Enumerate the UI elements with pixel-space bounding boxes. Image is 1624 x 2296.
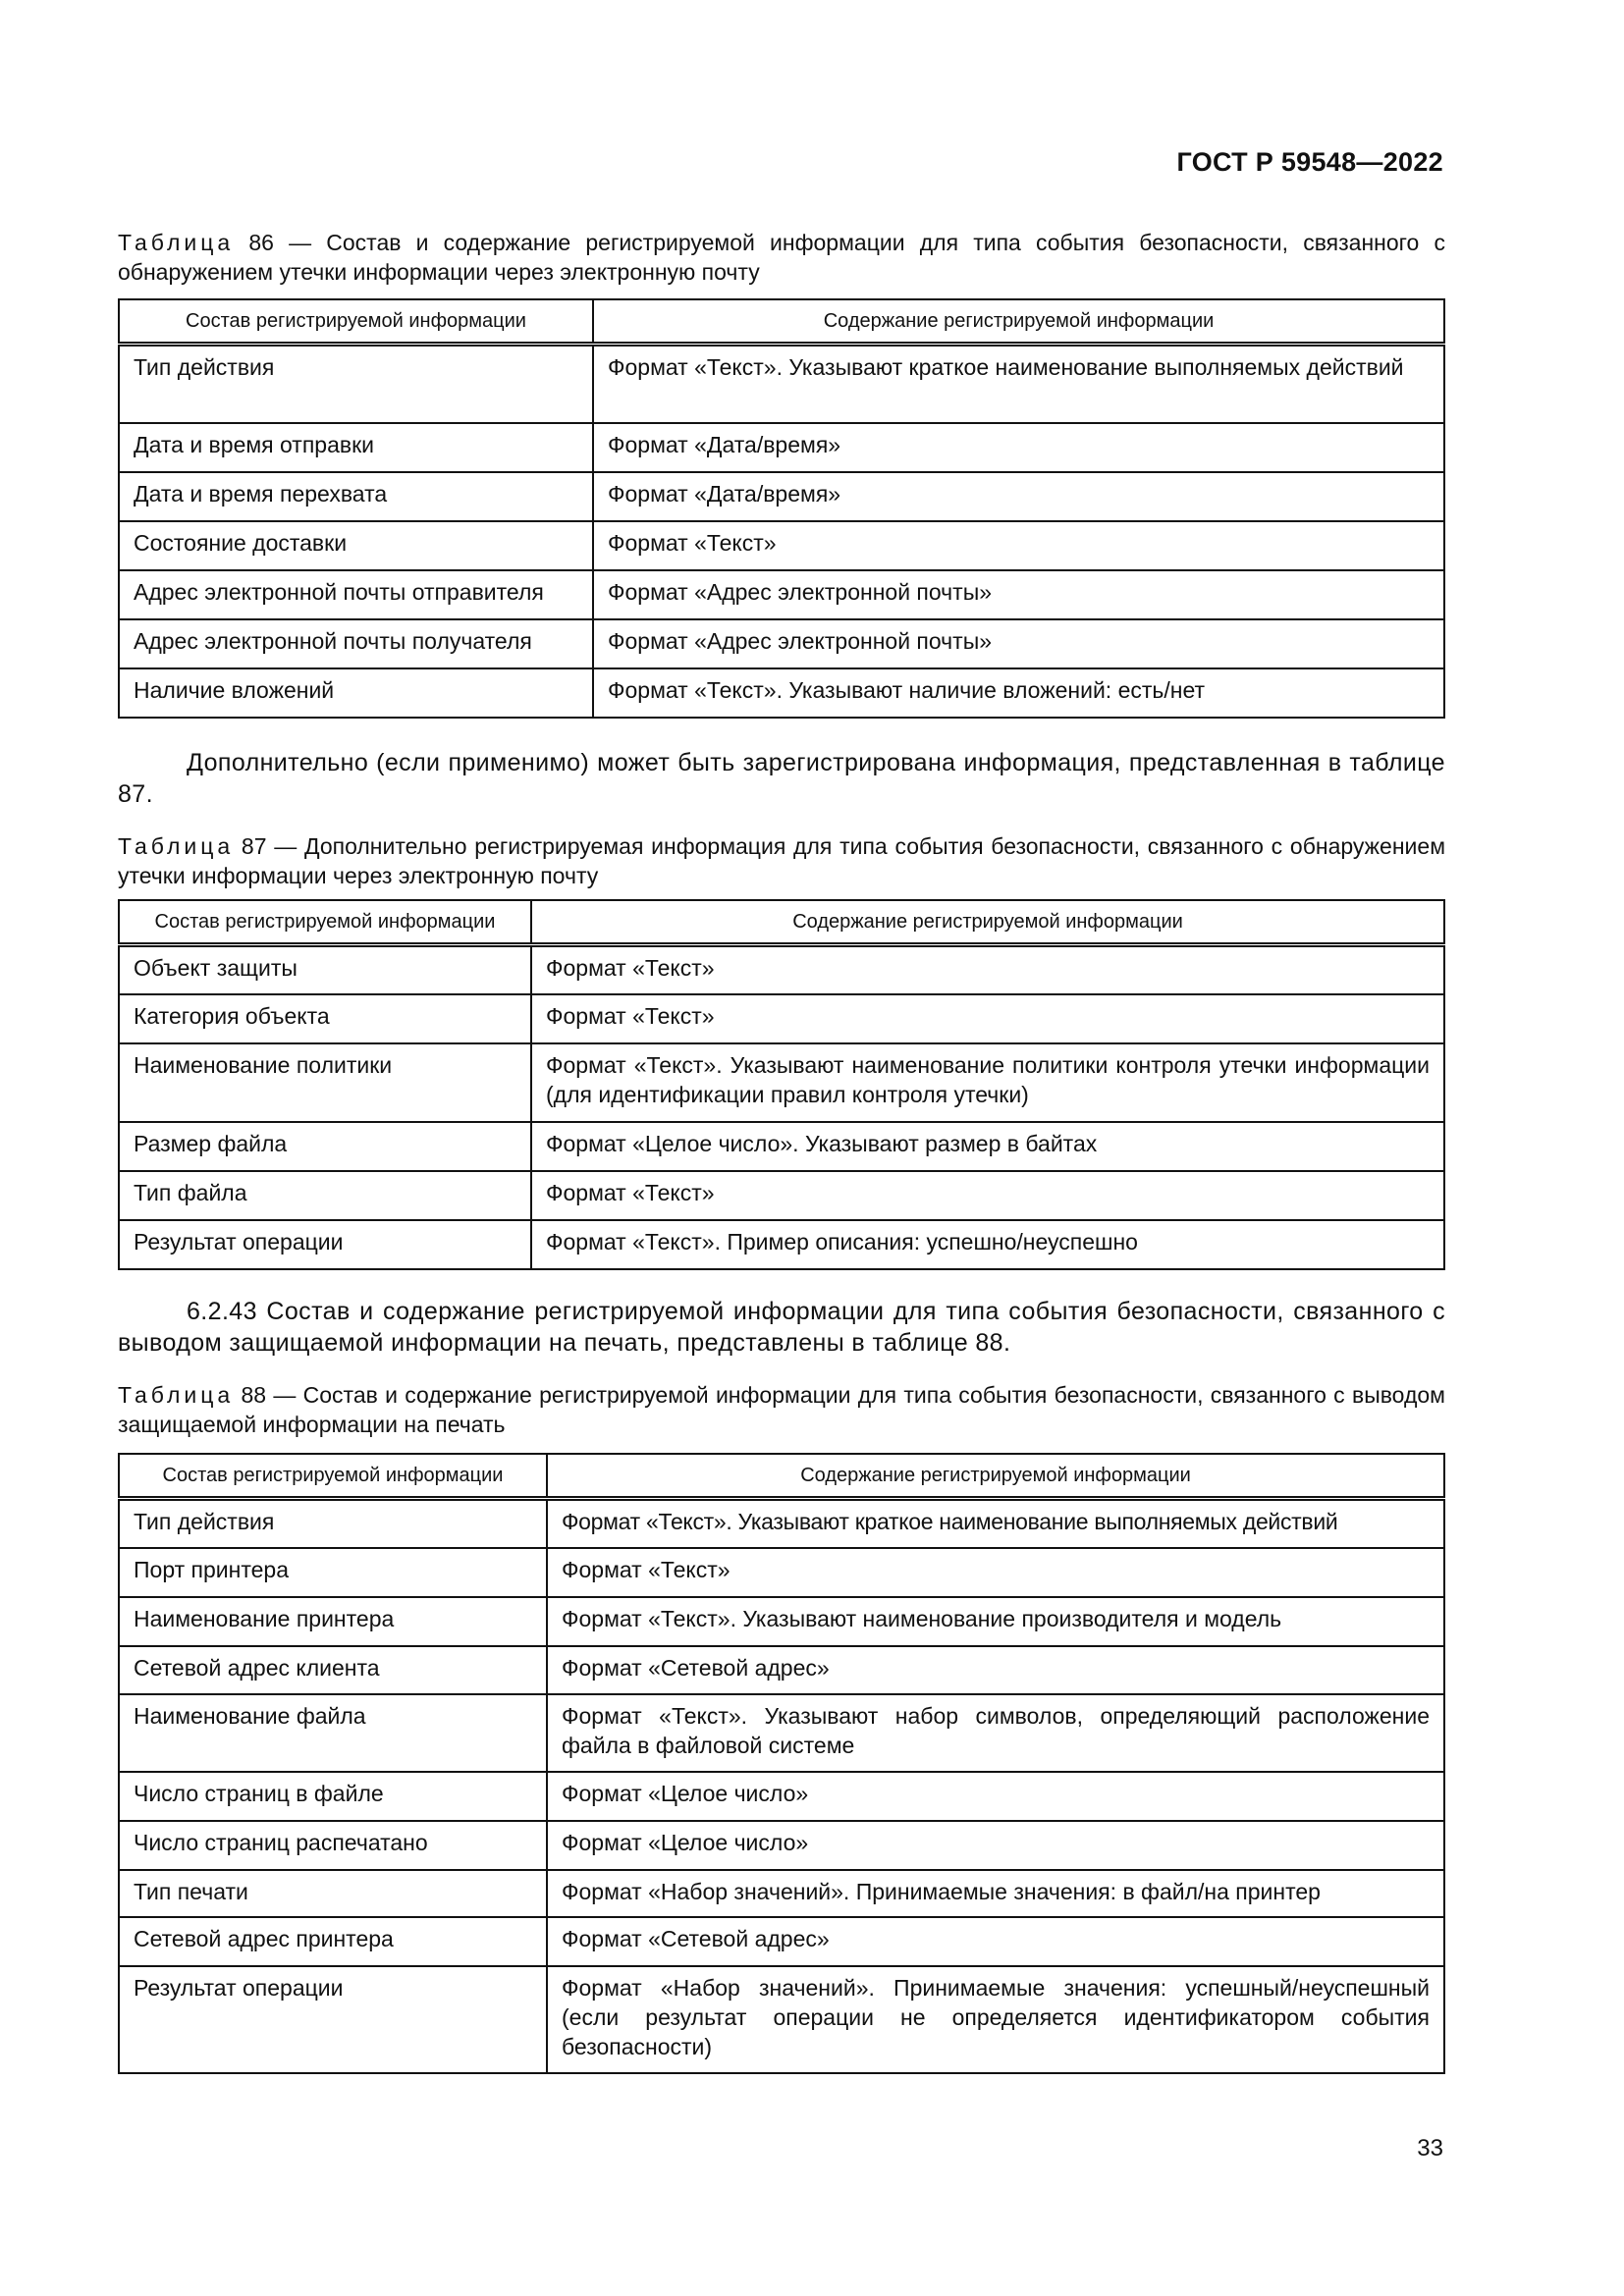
caption-text: 86 — Состав и содержание регистрируемой информации для типа события безопасности, связанного с обнаружением утечки информации через электронную почту	[118, 230, 1445, 285]
paragraph-text: Дополнительно (если применимо) может быть зарегистрирована информация, представленная в таблице 87.	[118, 749, 1445, 808]
table-87	[118, 899, 1445, 1270]
table-row	[119, 945, 1444, 994]
cell-field: Число страниц в файле	[119, 1772, 547, 1821]
column-header-composition: Состав регистрируемой информации	[119, 1454, 547, 1499]
cell-field: Тип печати	[119, 1870, 547, 1917]
cell-format: Формат «Текст». Пример описания: успешно/неуспешно	[531, 1220, 1444, 1269]
cell-format: Формат «Целое число». Указывают размер в байтах	[531, 1122, 1444, 1171]
table-row	[119, 1870, 1444, 1917]
cell-field: Результат операции	[119, 1966, 547, 2073]
paragraph-section-6-2-43	[118, 1296, 1445, 1359]
table-row	[119, 619, 1444, 668]
page-number: 33	[1417, 2135, 1443, 2162]
table-row	[119, 1772, 1444, 1821]
cell-field: Порт принтера	[119, 1548, 547, 1597]
cell-field: Наименование политики	[119, 1043, 531, 1122]
cell-field: Тип действия	[119, 345, 593, 423]
cell-field: Число страниц распечатано	[119, 1821, 547, 1870]
cell-format: Формат «Сетевой адрес»	[547, 1917, 1444, 1966]
cell-format: Формат «Текст»	[531, 994, 1444, 1043]
table-row	[119, 994, 1444, 1043]
cell-field: Дата и время перехвата	[119, 472, 593, 521]
cell-field: Тип действия	[119, 1499, 547, 1548]
caption-text: 88 — Состав и содержание регистрируемой информации для типа события безопасности, связанного с выводом защищаемой информации на печать	[118, 1382, 1445, 1437]
table-row	[119, 570, 1444, 619]
column-header-content: Содержание регистрируемой информации	[531, 900, 1444, 945]
cell-format: Формат «Текст». Указывают набор символов, определяющий расположение файла в файловой системе	[547, 1694, 1444, 1772]
cell-field: Размер файла	[119, 1122, 531, 1171]
caption-text: 87 — Дополнительно регистрируемая информация для типа события безопасности, связанного с обнаружением утечки информации через электронную почту	[118, 833, 1445, 888]
table-row	[119, 521, 1444, 570]
table-86	[118, 298, 1445, 719]
cell-format: Формат «Адрес электронной почты»	[593, 570, 1444, 619]
column-header-composition: Состав регистрируемой информации	[119, 299, 593, 345]
cell-field: Категория объекта	[119, 994, 531, 1043]
table-row	[119, 345, 1444, 423]
table-86-caption	[118, 228, 1445, 287]
table-row	[119, 1917, 1444, 1966]
table-row	[119, 1694, 1444, 1772]
table-row	[119, 1548, 1444, 1597]
caption-label: Таблица	[118, 1382, 235, 1408]
table-row	[119, 1597, 1444, 1646]
table-row	[119, 423, 1444, 472]
cell-format: Формат «Текст». Указывают краткое наименование выполняемых действий	[547, 1499, 1444, 1548]
cell-field: Объект защиты	[119, 945, 531, 994]
table-row	[119, 1499, 1444, 1548]
cell-format: Формат «Текст»	[593, 521, 1444, 570]
cell-field: Сетевой адрес клиента	[119, 1646, 547, 1694]
table-88-caption	[118, 1380, 1445, 1439]
cell-format: Формат «Набор значений». Принимаемые значения: в файл/на принтер	[547, 1870, 1444, 1917]
table-row	[119, 1122, 1444, 1171]
column-header-content: Содержание регистрируемой информации	[547, 1454, 1444, 1499]
table-row	[119, 1171, 1444, 1220]
paragraph-additional-info	[118, 747, 1445, 810]
cell-format: Формат «Текст»	[531, 945, 1444, 994]
table-88	[118, 1453, 1445, 2074]
cell-field: Результат операции	[119, 1220, 531, 1269]
cell-format: Формат «Сетевой адрес»	[547, 1646, 1444, 1694]
cell-format: Формат «Целое число»	[547, 1772, 1444, 1821]
cell-field: Наименование файла	[119, 1694, 547, 1772]
table-row	[119, 472, 1444, 521]
table-row	[119, 1646, 1444, 1694]
cell-format: Формат «Набор значений». Принимаемые значения: успешный/неуспешный (если результат операции не определяется идентификатором события безопасности)	[547, 1966, 1444, 2073]
cell-field: Дата и время отправки	[119, 423, 593, 472]
column-header-composition: Состав регистрируемой информации	[119, 900, 531, 945]
cell-format: Формат «Текст»	[547, 1548, 1444, 1597]
cell-field: Состояние доставки	[119, 521, 593, 570]
table-87-caption	[118, 831, 1445, 890]
cell-format: Формат «Текст». Указывают наличие вложений: есть/нет	[593, 668, 1444, 718]
cell-field: Адрес электронной почты отправителя	[119, 570, 593, 619]
caption-label: Таблица	[118, 230, 235, 255]
cell-format: Формат «Текст». Указывают наименование производителя и модель	[547, 1597, 1444, 1646]
cell-format: Формат «Целое число»	[547, 1821, 1444, 1870]
cell-field: Сетевой адрес принтера	[119, 1917, 547, 1966]
cell-field: Наименование принтера	[119, 1597, 547, 1646]
caption-label: Таблица	[118, 833, 235, 859]
cell-format: Формат «Дата/время»	[593, 472, 1444, 521]
cell-field: Тип файла	[119, 1171, 531, 1220]
paragraph-text: 6.2.43 Состав и содержание регистрируемой информации для типа события безопасности, связанного с выводом защищаемой информации на печать, представлены в таблице 88.	[118, 1298, 1445, 1357]
cell-format: Формат «Текст»	[531, 1171, 1444, 1220]
cell-field: Адрес электронной почты получателя	[119, 619, 593, 668]
table-row	[119, 1220, 1444, 1269]
document-header-id: ГОСТ Р 59548—2022	[1176, 147, 1443, 177]
cell-format: Формат «Адрес электронной почты»	[593, 619, 1444, 668]
table-row	[119, 1043, 1444, 1122]
cell-format: Формат «Дата/время»	[593, 423, 1444, 472]
column-header-content: Содержание регистрируемой информации	[593, 299, 1444, 345]
cell-field: Наличие вложений	[119, 668, 593, 718]
cell-format: Формат «Текст». Указывают наименование политики контроля утечки информации (для идентификации правил контроля утечки)	[531, 1043, 1444, 1122]
table-row	[119, 1821, 1444, 1870]
cell-format: Формат «Текст». Указывают краткое наименование выполняемых действий	[593, 345, 1444, 423]
table-row	[119, 668, 1444, 718]
table-row	[119, 1966, 1444, 2073]
